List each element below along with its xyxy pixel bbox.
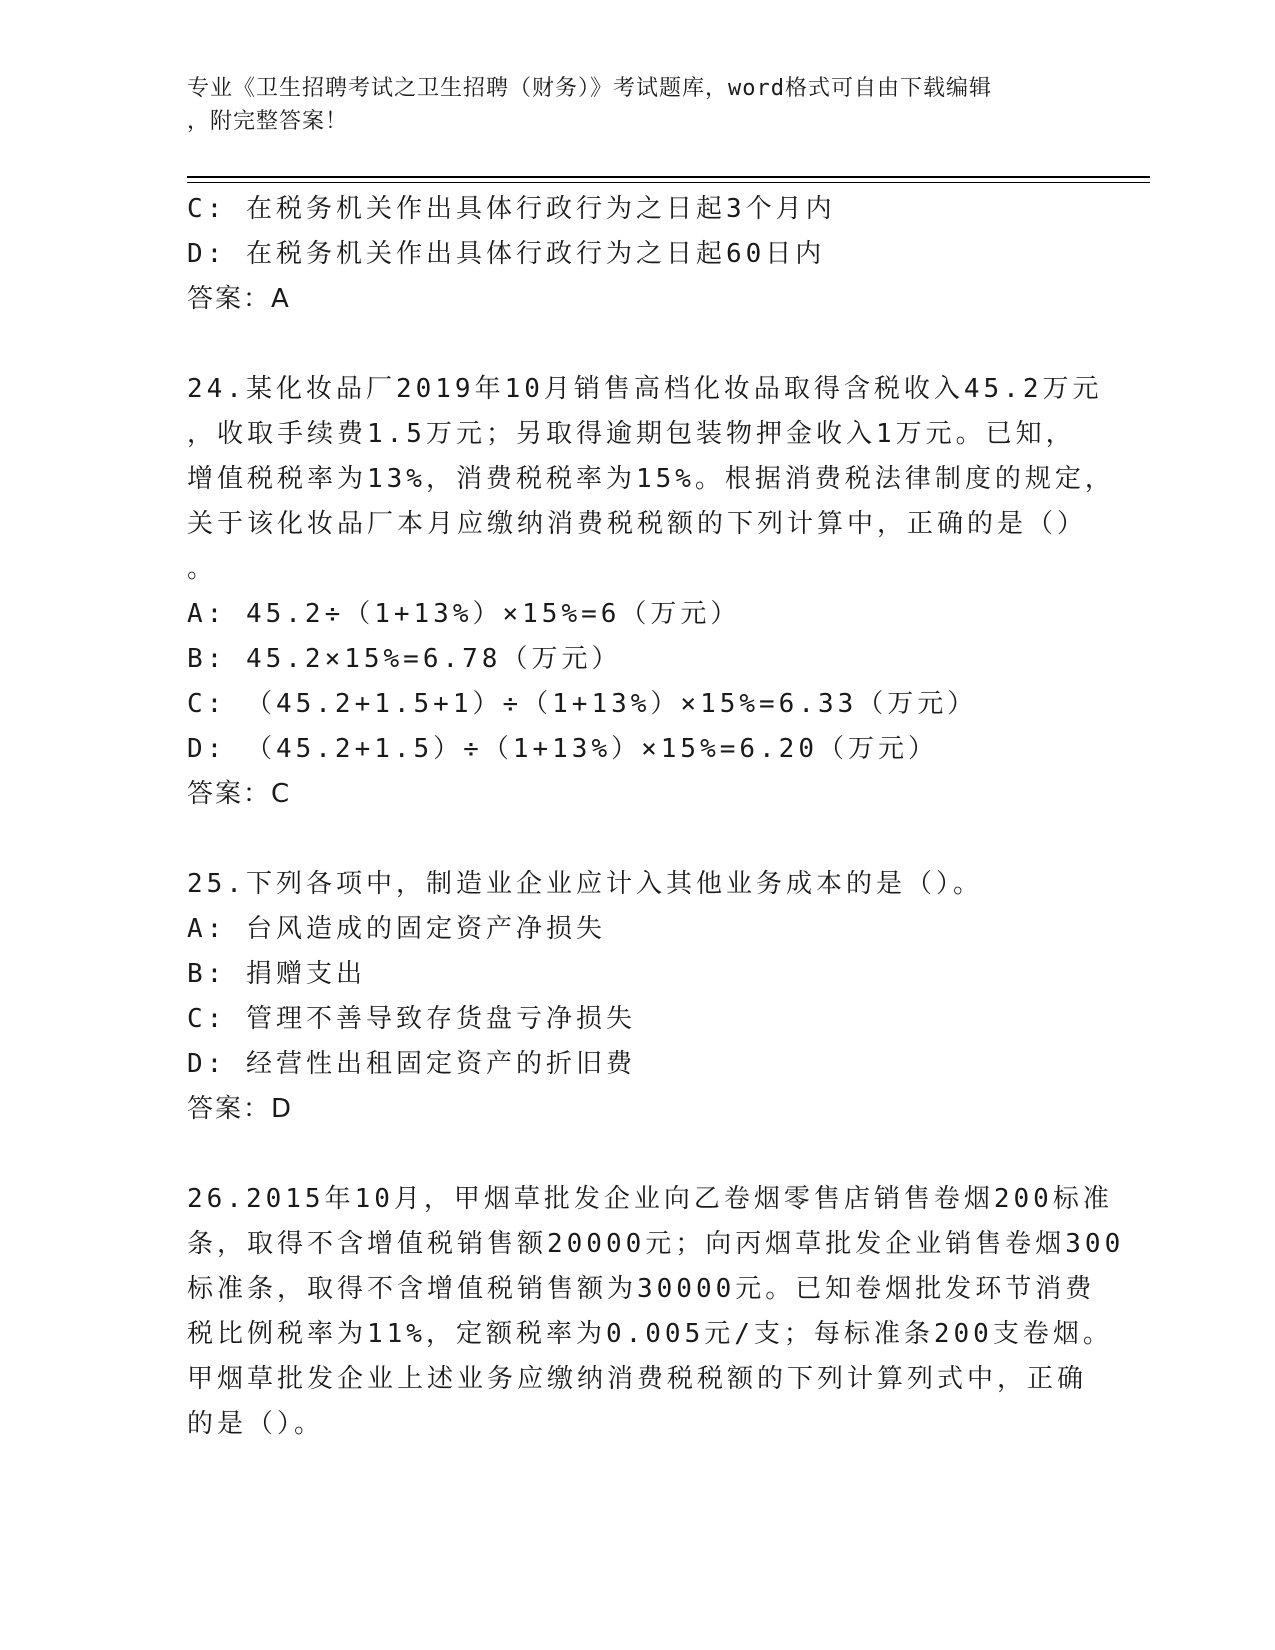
- option-d: D: 在税务机关作出具体行政行为之日起60日内: [187, 239, 826, 269]
- question-26: [187, 1177, 1125, 1447]
- question-stem-line: 24.某化妆品厂2019年10月销售高档化妆品取得含税收入45.2万元: [187, 374, 1103, 404]
- question-stem-line: 26.2015年10月，甲烟草批发企业向乙卷烟零售店销售卷烟200标准: [187, 1184, 1113, 1214]
- question-stem-line: 的是（）。: [187, 1409, 325, 1439]
- document-header: [187, 72, 1087, 138]
- question-stem-line: 标准条，取得不含增值税销售额为30000元。已知卷烟批发环节消费: [187, 1274, 1096, 1304]
- question-stem-line: 25.下列各项中，制造业企业应计入其他业务成本的是（）。: [187, 869, 983, 899]
- question-24: [187, 367, 1115, 817]
- question-23: [187, 187, 1087, 322]
- option-c: C: 在税务机关作出具体行政行为之日起3个月内: [187, 194, 836, 224]
- answer: 答案：D: [187, 1094, 294, 1124]
- option-c: C: 管理不善导致存货盘亏净损失: [187, 1004, 636, 1034]
- header-line: 专业《卫生招聘考试之卫生招聘（财务）》考试题库，word格式可自由下载编辑: [187, 76, 992, 101]
- header-line: ，附完整答案！: [187, 109, 349, 134]
- question-stem-line: 条，取得不含增值税销售额20000元；向丙烟草批发企业销售卷烟300: [187, 1229, 1125, 1259]
- question-content: [187, 187, 1125, 1447]
- option-d: D: 经营性出租固定资产的折旧费: [187, 1049, 636, 1079]
- header-rule-thick: [187, 176, 1150, 178]
- option-c: C: （45.2+1.5+1）÷（1+13%）×15%=6.33（万元）: [187, 689, 978, 719]
- spacer: [187, 817, 1087, 862]
- option-a: A: 台风造成的固定资产净损失: [187, 914, 606, 944]
- answer: 答案：C: [187, 779, 292, 809]
- question-stem-line: 甲烟草批发企业上述业务应缴纳消费税税额的下列计算列式中，正确: [187, 1364, 1088, 1394]
- question-stem-line: ，收取手续费1.5万元；另取得逾期包装物押金收入1万元。已知，: [187, 419, 1076, 449]
- question-stem-line: 税比例税率为11%，定额税率为0.005元/支；每标准条200支卷烟。: [187, 1319, 1113, 1349]
- question-stem-line: 。: [187, 554, 218, 584]
- question-stem-line: 增值税税率为13%，消费税税率为15%。根据消费税法律制度的规定，: [187, 464, 1115, 494]
- answer: 答案：A: [187, 284, 291, 314]
- header-rule-thin: [187, 182, 1150, 183]
- question-stem-line: 关于该化妆品厂本月应缴纳消费税税额的下列计算中，正确的是（）: [187, 509, 1088, 539]
- spacer: [187, 322, 1087, 367]
- option-b: B: 捐赠支出: [187, 959, 366, 989]
- option-b: B: 45.2×15%=6.78（万元）: [187, 644, 622, 674]
- spacer: [187, 1132, 1087, 1177]
- question-25: [187, 862, 1087, 1132]
- option-a: A: 45.2÷（1+13%）×15%=6（万元）: [187, 599, 741, 629]
- option-d: D: （45.2+1.5）÷（1+13%）×15%=6.20（万元）: [187, 734, 938, 764]
